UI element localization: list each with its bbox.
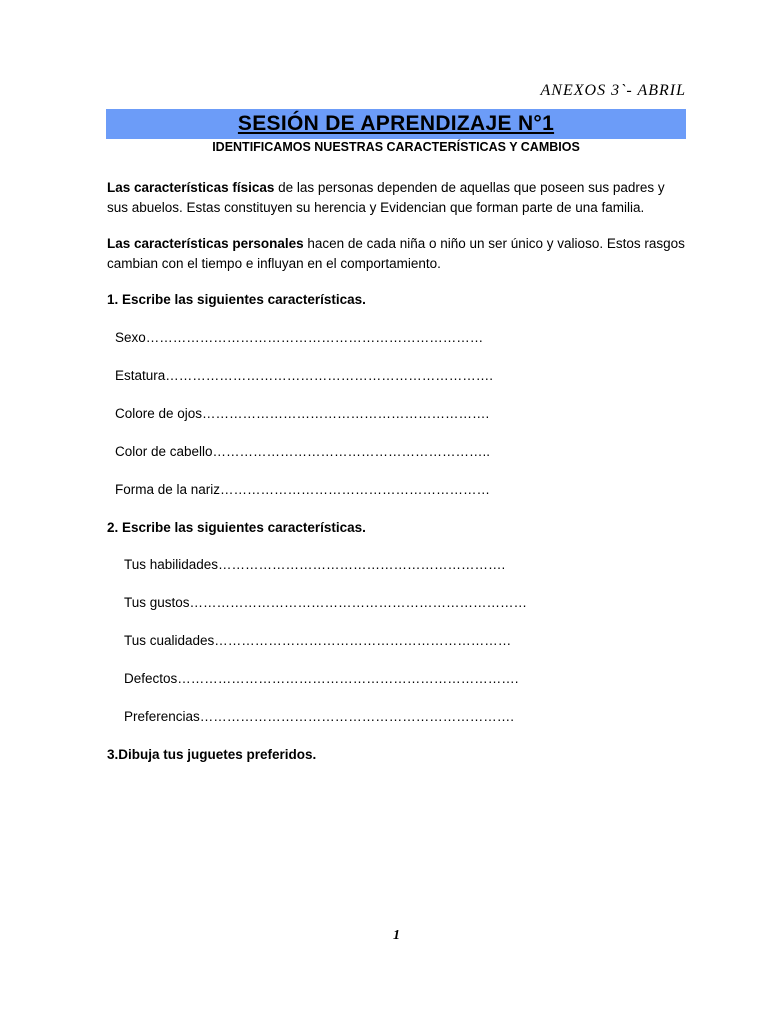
- field-cualidades[interactable]: Tus cualidades…………………………………………………………: [124, 633, 512, 648]
- paragraph-text: hacen de cada niña o niño un ser único y valioso. Estos rasgos cambian con el tiempo e influyan en el comportamiento.: [107, 236, 685, 271]
- question-3-title: 3.Dibuja tus juguetes preferidos.: [107, 747, 317, 762]
- paragraph-lead: Las características personales: [107, 236, 304, 251]
- paragraph-text: de las personas dependen de aquellas que poseen sus padres y sus abuelos. Estas constituyen su herencia y Evidencian que forman parte de una familia.: [107, 180, 665, 215]
- paragraph-physical: [107, 178, 687, 218]
- field-preferencias[interactable]: Preferencias…………………………………………………………….: [124, 709, 515, 724]
- field-color-ojos[interactable]: Colore de ojos……………………………………………………….: [115, 406, 490, 421]
- page-subtitle: IDENTIFICAMOS NUESTRAS CARACTERÍSTICAS Y CAMBIOS: [212, 140, 580, 154]
- field-forma-nariz[interactable]: Forma de la nariz……………………………………………………: [115, 482, 491, 497]
- field-color-cabello[interactable]: Color de cabello……………………………………………………..: [115, 444, 491, 459]
- field-estatura[interactable]: Estatura……………………………………………………………….: [115, 368, 494, 383]
- paragraph-lead: Las características físicas: [107, 180, 275, 195]
- page-number: 1: [393, 928, 400, 943]
- field-habilidades[interactable]: Tus habilidades……………………………………………………….: [124, 557, 506, 572]
- title-banner: [106, 109, 686, 139]
- paragraph-personal: [107, 234, 687, 274]
- field-defectos[interactable]: Defectos………………………………………………………………….: [124, 671, 519, 686]
- question-2-title: 2. Escribe las siguientes características.: [107, 520, 366, 535]
- annex-label: ANEXOS 3`- ABRIL: [540, 82, 686, 99]
- question-1-title: 1. Escribe las siguientes características.: [107, 292, 366, 307]
- page-title: SESIÓN DE APRENDIZAJE N°1: [237, 112, 555, 135]
- field-sexo[interactable]: Sexo…………………………………………………………………: [115, 330, 484, 345]
- field-gustos[interactable]: Tus gustos…………………………………………………………………: [124, 595, 528, 610]
